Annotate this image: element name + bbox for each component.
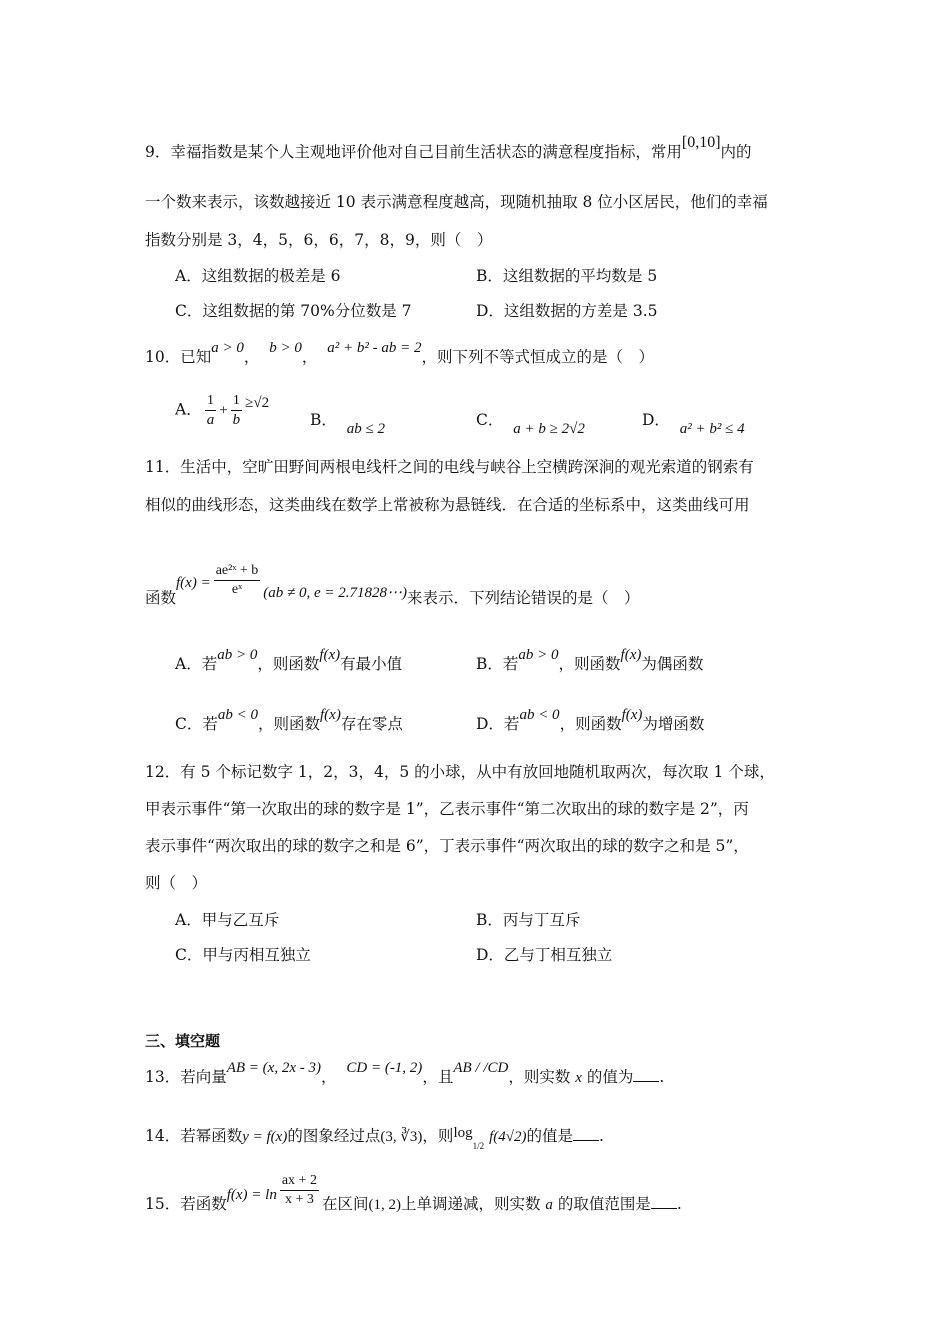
q15-numerator: ax + 2	[280, 1172, 319, 1191]
q15-post: 上单调递减，则实数	[400, 1194, 541, 1213]
q9-line-2: 一个数来表示，该数越接近 10 表示满意程度越高，现随机抽取 8 位小区居民，他们的幸福	[145, 193, 768, 211]
q11-option-b	[476, 647, 704, 674]
q10-post: ，则下列不等式恒成立的是（ ）	[421, 348, 654, 366]
q10-stem	[145, 340, 654, 367]
q12-option-a: A．甲与乙互斥	[175, 911, 280, 929]
q12-line-2: 甲表示事件“第一次取出的球的数字是 1”，乙表示事件“第二次取出的球的数字是 2”，丙	[145, 800, 749, 818]
q11-pre: 函数	[145, 588, 177, 607]
q11-c-cond: ab < 0	[217, 707, 258, 723]
q13-answer-blank[interactable]	[633, 1067, 659, 1082]
q13-parallel: AB / /CD	[453, 1060, 509, 1076]
q10-option-d	[642, 408, 745, 437]
q11-fraction	[214, 562, 261, 599]
q11-d-cond: ab < 0	[519, 707, 560, 723]
q11-numerator: ae²ˣ + b	[214, 562, 261, 581]
q10-option-b	[310, 408, 385, 437]
q11-post: 来表示．下列结论错误的是（ ）	[407, 588, 640, 607]
q11-b-2: ，则函数	[558, 655, 621, 673]
q10-d-expr: a² + b² ≤ 4	[679, 421, 745, 437]
q11-a-2: ，则函数	[257, 655, 320, 673]
q13-vector-cd: CD = (-1, 2)	[346, 1060, 423, 1076]
q11-d-1: D．若	[476, 715, 520, 733]
q11-condition: (ab ≠ 0, e = 2.71828⋯)	[263, 584, 408, 601]
q14-end: .	[598, 1127, 604, 1145]
q10-a-frac-2: $\frac{1}{b}$	[232, 393, 241, 428]
q11-d-3: 为增函数	[642, 715, 705, 733]
q9-option-d: D．这组数据的方差是 3.5	[476, 302, 658, 320]
q11-option-a	[175, 647, 403, 674]
q12-line-4: 则（ ）	[145, 874, 208, 892]
q12-line-3: 表示事件“两次取出的球的数字之和是 6”，丁表示事件“两次取出的球的数字之和是 5”，	[145, 837, 749, 855]
q10-option-a: A． $\frac{1}{a}$ + $\frac{1}{b}$ ≥√2	[175, 393, 270, 428]
q11-a-1: A．若	[175, 655, 218, 673]
q14-log: log	[453, 1125, 473, 1141]
q11-option-c	[175, 707, 403, 734]
q11-b-cond: ab > 0	[518, 647, 559, 663]
q15-mid: 在区间	[321, 1194, 369, 1213]
q11-fx: f(x) =	[176, 574, 211, 591]
q14-then: ，则	[422, 1127, 454, 1145]
q15-var: a	[545, 1196, 553, 1213]
q10-cond-a: a > 0	[211, 340, 244, 356]
q13-var: x	[575, 1070, 582, 1086]
q15-fraction	[280, 1172, 319, 1209]
q11-b-f: f(x)	[620, 647, 642, 663]
q11-d-f: f(x)	[621, 707, 643, 723]
q9-line-1	[145, 134, 752, 162]
q11-option-d	[476, 707, 705, 734]
q9-interval: [0,10]	[681, 134, 721, 151]
q14-log-arg: f(4√2)	[489, 1129, 527, 1145]
q14-stem	[145, 1124, 604, 1152]
q15-interval: (1, 2)	[368, 1196, 401, 1213]
q15-pre: 15．若函数	[145, 1194, 227, 1213]
section-heading-fill-blank: 三、填空题	[145, 1032, 221, 1050]
q9-option-a: A．这组数据的极差是 6	[175, 267, 341, 285]
q12-option-b: B．丙与丁互斥	[476, 911, 581, 929]
q14-pre: 14．若幂函数	[145, 1127, 243, 1145]
q10-c-expr: a + b ≥ 2√2	[513, 421, 585, 437]
q10-cond-eq: a² + b² - ab = 2	[327, 340, 422, 356]
q10-pre: 10．已知	[145, 348, 212, 366]
q11-b-1: B．若	[476, 655, 519, 673]
q11-c-f: f(x)	[320, 707, 341, 723]
q9-text-1b: 内的	[720, 143, 752, 161]
q11-c-2: ，则函数	[258, 715, 321, 733]
q14-power-function: y = f(x)	[242, 1129, 288, 1145]
q9-line-3: 指数分别是 3，4，5，6，6，7，8，9，则（ ）	[145, 231, 493, 249]
q10-a-label: A．	[175, 400, 202, 419]
q11-c-3: 存在零点	[340, 715, 403, 733]
q15-denominator: x + 3	[284, 1192, 314, 1207]
q12-line-1: 12．有 5 个标记数字 1，2，3，4，5 的小球，从中有放回地随机取两次，每次取 1 个球，	[145, 763, 775, 781]
q13-tail: 的值为	[586, 1068, 634, 1086]
q11-a-cond: ab > 0	[217, 647, 258, 663]
q14-tail: 的值是	[526, 1127, 573, 1145]
q15-tail: 的取值范围是	[557, 1194, 651, 1213]
q10-sep-1: ，	[243, 348, 260, 366]
q13-end: .	[659, 1068, 665, 1086]
q9-option-b: B．这组数据的平均数是 5	[476, 267, 658, 285]
q10-a-expr: ≥√2	[245, 394, 270, 411]
q13-pre: 13．若向量	[145, 1068, 227, 1086]
q14-mid: 的图象经过点	[287, 1127, 381, 1145]
q11-a-3: 有最小值	[340, 655, 403, 673]
q14-point: (3, ∛3)	[380, 1129, 423, 1145]
q10-cond-b: b > 0	[269, 340, 302, 356]
q15-fx: f(x) = ln	[226, 1186, 277, 1203]
q13-mid: ，且	[422, 1068, 454, 1086]
q13-vector-ab: AB = (x, 2x - 3)	[226, 1060, 321, 1076]
q11-denominator: eˣ	[231, 582, 243, 597]
q13-sep: ，	[320, 1068, 337, 1086]
q11-function-line	[145, 552, 640, 607]
q11-a-f: f(x)	[319, 647, 341, 663]
q10-option-c	[476, 408, 585, 437]
q10-b-label: B．	[310, 411, 337, 429]
q11-c-1: C．若	[175, 715, 218, 733]
q10-c-label: C．	[476, 411, 504, 429]
q11-line-1: 11．生活中，空旷田野间两根电线杆之间的电线与峡谷上空横跨深涧的观光索道的钢索有	[145, 458, 754, 476]
q9-text-1a: 9．幸福指数是某个人主观地评价他对自己目前生活状态的满意程度指标，常用	[145, 143, 682, 161]
q12-option-d: D．乙与丁相互独立	[476, 946, 613, 964]
q15-answer-blank[interactable]	[651, 1194, 677, 1209]
q10-b-expr: ab ≤ 2	[346, 421, 385, 437]
q14-answer-blank[interactable]	[573, 1126, 599, 1141]
q15-stem	[145, 1170, 682, 1213]
q11-line-2: 相似的曲线形态，这类曲线在数学上常被称为悬链线．在合适的坐标系中，这类曲线可用	[145, 496, 750, 514]
q15-end: .	[676, 1194, 682, 1213]
q11-d-2: ，则函数	[559, 715, 622, 733]
q14-log-base: 1/2	[472, 1141, 485, 1152]
q10-sep-2: ，	[301, 348, 318, 366]
q12-option-c: C．甲与丙相互独立	[175, 946, 311, 964]
q11-b-3: 为偶函数	[641, 655, 704, 673]
q10-a-frac-1: $\frac{1}{a}$	[206, 393, 215, 428]
q10-d-label: D．	[642, 411, 670, 429]
q13-post: ，则实数	[508, 1068, 571, 1086]
q9-option-c: C．这组数据的第 70%分位数是 7	[175, 302, 412, 320]
q13-stem	[145, 1060, 665, 1087]
